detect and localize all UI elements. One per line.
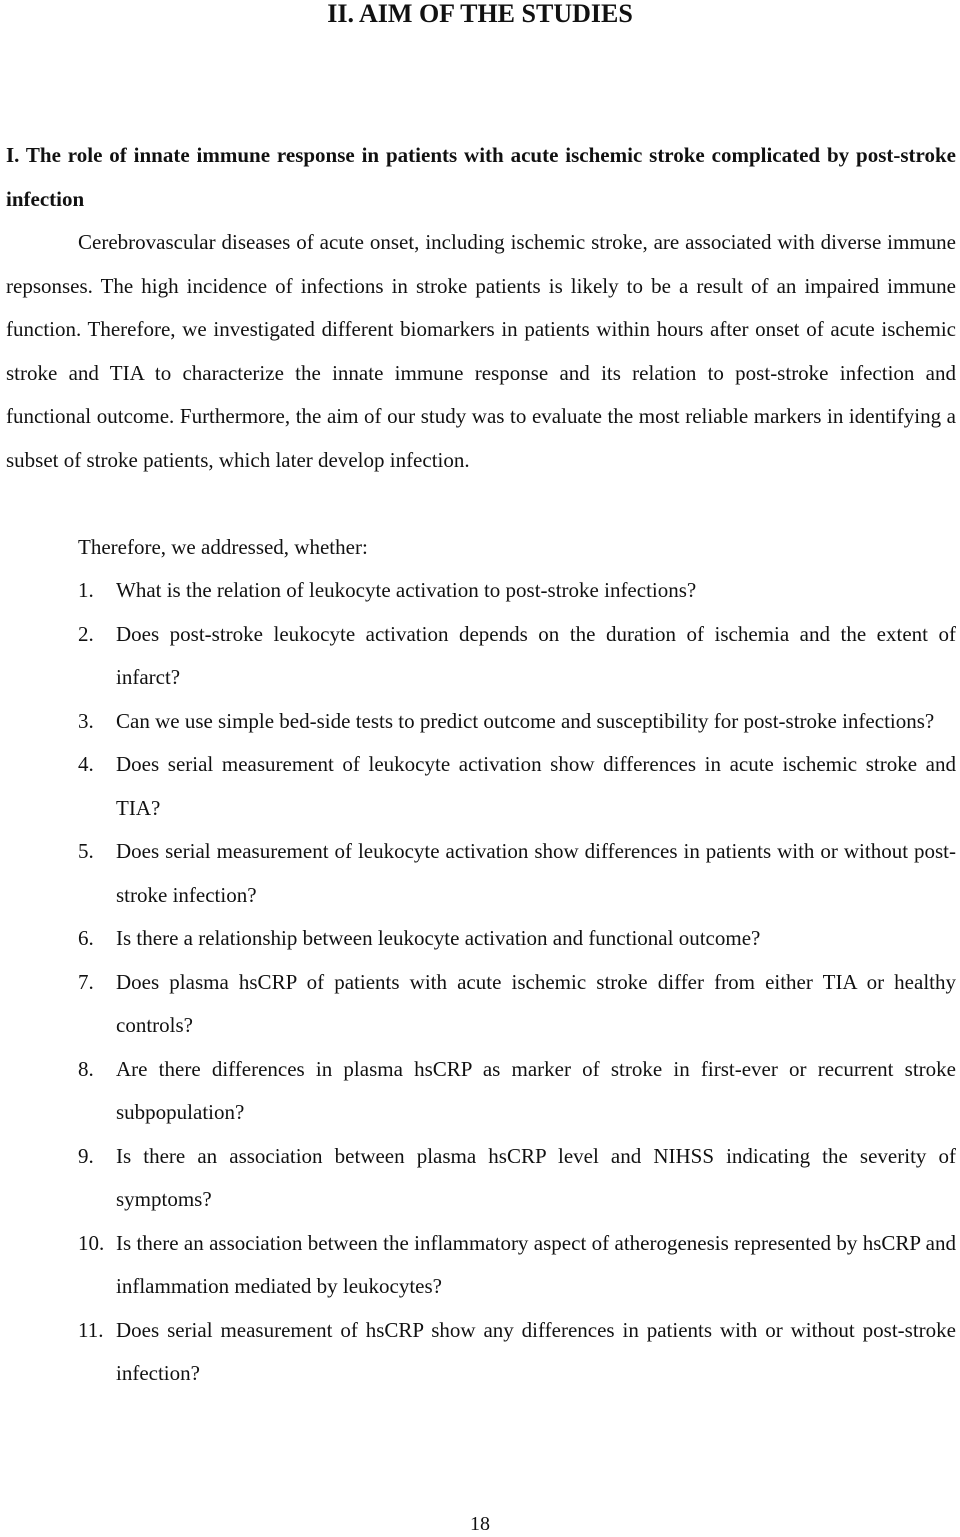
body-paragraph: Cerebrovascular diseases of acute onset, including ischemic stroke, are associated with diverse immune repsonses. The high incidence of infections in stroke patients is likely to be a result of an impaired immune function. Therefore, we investigated different biomarkers in patients within hours after onset of acute ischemic stroke and TIA to characterize the innate immune response and its relation to post-stroke infection and functional outcome. Furthermore, the aim of our study was to evaluate the most reliable markers in identifying a subset of stroke patients, which later develop infection. [6,230,956,472]
question-number: 6. [78,926,94,950]
question-item [0,700,960,744]
question-item [0,917,960,961]
page-number: 18 [470,1513,490,1535]
question-number: 3. [78,708,94,733]
question-item [0,830,960,917]
question-number: 2. [78,621,94,646]
question-lead-line: Therefore, we addressed, whether: [78,535,368,559]
question-number: 5. [78,839,94,863]
question-number: 4. [78,752,94,776]
question-text: Does serial measurement of hsCRP show any differences in patients with or without post-stroke infection? [116,1317,956,1385]
chapter-title: II. AIM OF THE STUDIES [327,0,633,28]
question-text: Are there differences in plasma hsCRP as marker of stroke in first-ever or recurrent stroke subpopulation? [116,1056,956,1124]
question-text: Does serial measurement of leukocyte activation show differences in acute ischemic stroke and TIA? [116,752,956,820]
question-item [0,743,960,830]
question-item [0,613,960,700]
question-item [0,1135,960,1222]
question-number: 8. [78,1056,94,1081]
question-text: Can we use simple bed-side tests to predict outcome and susceptibility for post-stroke infections? [116,708,935,733]
question-text: Is there a relationship between leukocyte activation and functional outcome? [116,926,761,950]
section-heading: I. The role of innate immune response in patients with acute ischemic stroke complicated by post-stroke infection [6,143,956,211]
question-item [0,961,960,1048]
question-text: Does serial measurement of leukocyte activation show differences in patients with or without post-stroke infection? [116,839,956,907]
question-number: 7. [78,969,94,994]
question-list [0,569,960,1396]
question-number: 10. [78,1230,105,1255]
question-item [0,1048,960,1135]
question-text: Does plasma hsCRP of patients with acute ischemic stroke differ from either TIA or healthy controls? [116,969,956,1037]
question-item [0,1222,960,1309]
question-text: Is there an association between plasma hsCRP level and NIHSS indicating the severity of symptoms? [116,1143,956,1211]
question-number: 9. [78,1143,94,1168]
question-text: Is there an association between the inflammatory aspect of atherogenesis represented by hsCRP and inflammation mediated by leukocytes? [116,1230,956,1298]
question-text: Does post-stroke leukocyte activation depends on the duration of ischemia and the extent of infarct? [116,621,956,689]
question-number: 11. [78,1317,104,1342]
question-item [0,569,960,613]
question-item [0,1309,960,1396]
question-text: What is the relation of leukocyte activation to post-stroke infections? [116,578,697,602]
question-number: 1. [78,578,94,602]
